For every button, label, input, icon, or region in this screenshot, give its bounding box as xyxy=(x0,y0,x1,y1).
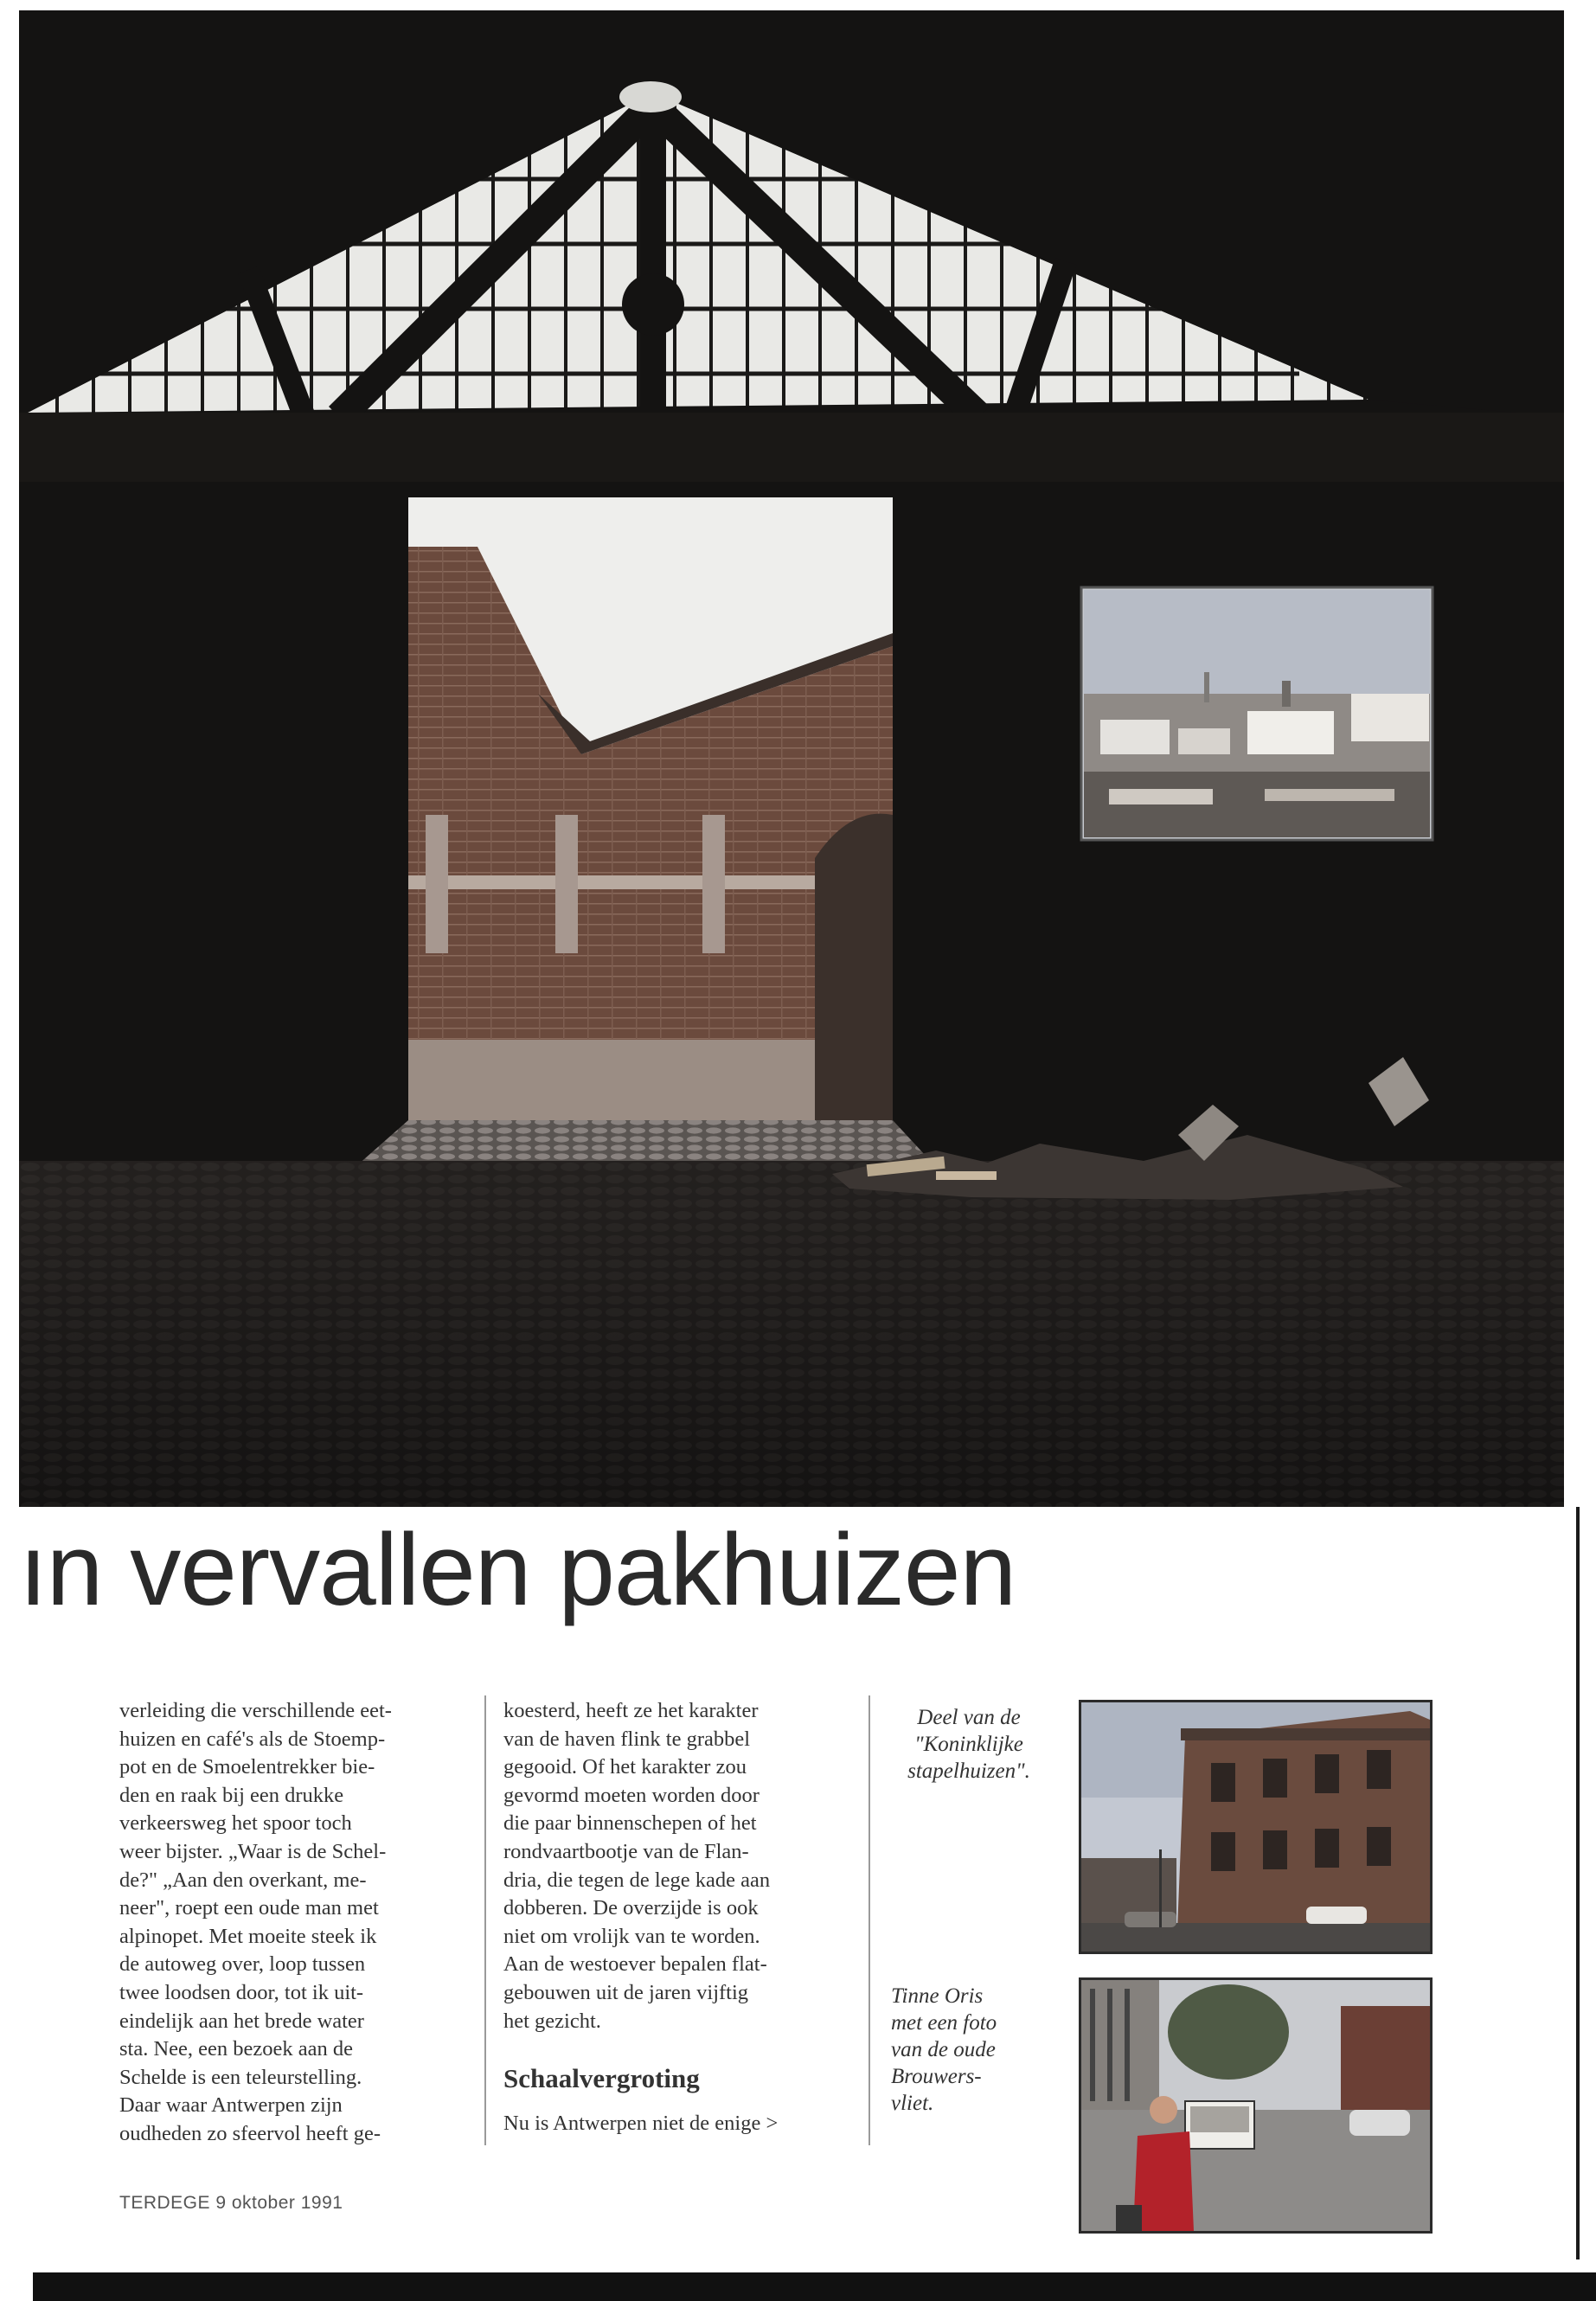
article-text-line: verleiding die verschillende eet- xyxy=(119,1699,392,1722)
article-column-2 xyxy=(503,1697,867,2138)
caption-line: met een foto xyxy=(891,2011,997,2035)
article-column-2-body xyxy=(503,1697,867,2035)
column-divider xyxy=(869,1695,870,2145)
caption-line: stapelhuizen". xyxy=(907,1759,1030,1783)
caption-line: Brouwers- xyxy=(891,2065,982,2088)
article-text-line: neer", roept een oude man met xyxy=(119,1896,379,1920)
caption-line: Deel van de xyxy=(917,1706,1021,1729)
article-text-line: sta. Nee, een bezoek aan de xyxy=(119,2037,354,2061)
caption-line: Tinne Oris xyxy=(891,1984,984,2008)
stapelhuizen-illustration xyxy=(1081,1702,1430,1952)
article-text-line: die paar binnenschepen of het xyxy=(503,1811,757,1836)
article-text-line: de?" „Aan den overkant, me- xyxy=(119,1868,367,1892)
headline: ın vervallen pakhuizen xyxy=(19,1513,1016,1627)
subheading: Schaalvergroting xyxy=(503,2063,700,2094)
inset-skyline-photo xyxy=(1081,587,1433,840)
photo-tinne-oris xyxy=(1079,1977,1433,2234)
page-edge-rule xyxy=(1576,1507,1580,2259)
page-footer: TERDEGE 9 oktober 1991 xyxy=(119,2193,343,2213)
article-text-line: alpinopet. Met moeite steek ik xyxy=(119,1924,377,1948)
caption-tinne-oris xyxy=(891,1983,1055,2117)
caption-line: vliet. xyxy=(891,2092,934,2115)
article-text-line: twee loodsen door, tot ik uit- xyxy=(119,1980,364,2004)
article-text-line: gegooid. Of het karakter zou xyxy=(503,1755,747,1779)
caption-line: "Koninklijke xyxy=(914,1733,1023,1756)
caption-koninklijke-stapelhuizen xyxy=(882,1704,1055,1785)
caption-line: van de oude xyxy=(891,2038,996,2061)
article-text-line: huizen en café's als de Stoemp- xyxy=(119,1727,386,1751)
article-text-line: Aan de westoever bepalen flat- xyxy=(503,1952,767,1977)
article-text-line: eindelijk aan het brede water xyxy=(119,2009,364,2033)
article-column-1 xyxy=(119,1697,465,2149)
article-text-line: gevormd moeten worden door xyxy=(503,1783,760,1807)
article-text-line: dobberen. De overzijde is ook xyxy=(503,1896,759,1920)
article-text-line: oudheden zo sfeervol heeft ge- xyxy=(119,2121,381,2145)
article-text-line: van de haven flink te grabbel xyxy=(503,1727,751,1751)
article-text-line: verkeersweg het spoor toch xyxy=(119,1811,352,1836)
article-text-line: koesterd, heeft ze het karakter xyxy=(503,1699,759,1722)
bottom-bar xyxy=(33,2272,1596,2301)
article-column-2-continuation: Nu is Antwerpen niet de enige > xyxy=(503,2112,779,2136)
column-divider xyxy=(484,1695,486,2145)
hero-photo xyxy=(19,10,1564,1507)
article-text-line: dria, die tegen de lege kade aan xyxy=(503,1868,771,1892)
article-text-line: Daar waar Antwerpen zijn xyxy=(119,2093,343,2118)
article-text-line: weer bijster. „Waar is de Schel- xyxy=(119,1839,387,1863)
article-text-line: den en raak bij een drukke xyxy=(119,1783,344,1807)
article-text-line: niet om vrolijk van te worden. xyxy=(503,1924,760,1948)
article-text-line: pot en de Smoelentrekker bie- xyxy=(119,1755,375,1779)
article-text-line: het gezicht. xyxy=(503,2009,601,2033)
tinne-oris-illustration xyxy=(1081,1980,1430,2231)
article-text-line: gebouwen uit de jaren vijftig xyxy=(503,1980,749,2004)
article-text-line: Schelde is een teleurstelling. xyxy=(119,2065,362,2089)
warehouse-interior-illustration xyxy=(19,10,1564,1507)
article-text-line: de autoweg over, loop tussen xyxy=(119,1952,366,1977)
article-text-line: rondvaartbootje van de Flan- xyxy=(503,1839,749,1863)
photo-stapelhuizen xyxy=(1079,1700,1433,1954)
